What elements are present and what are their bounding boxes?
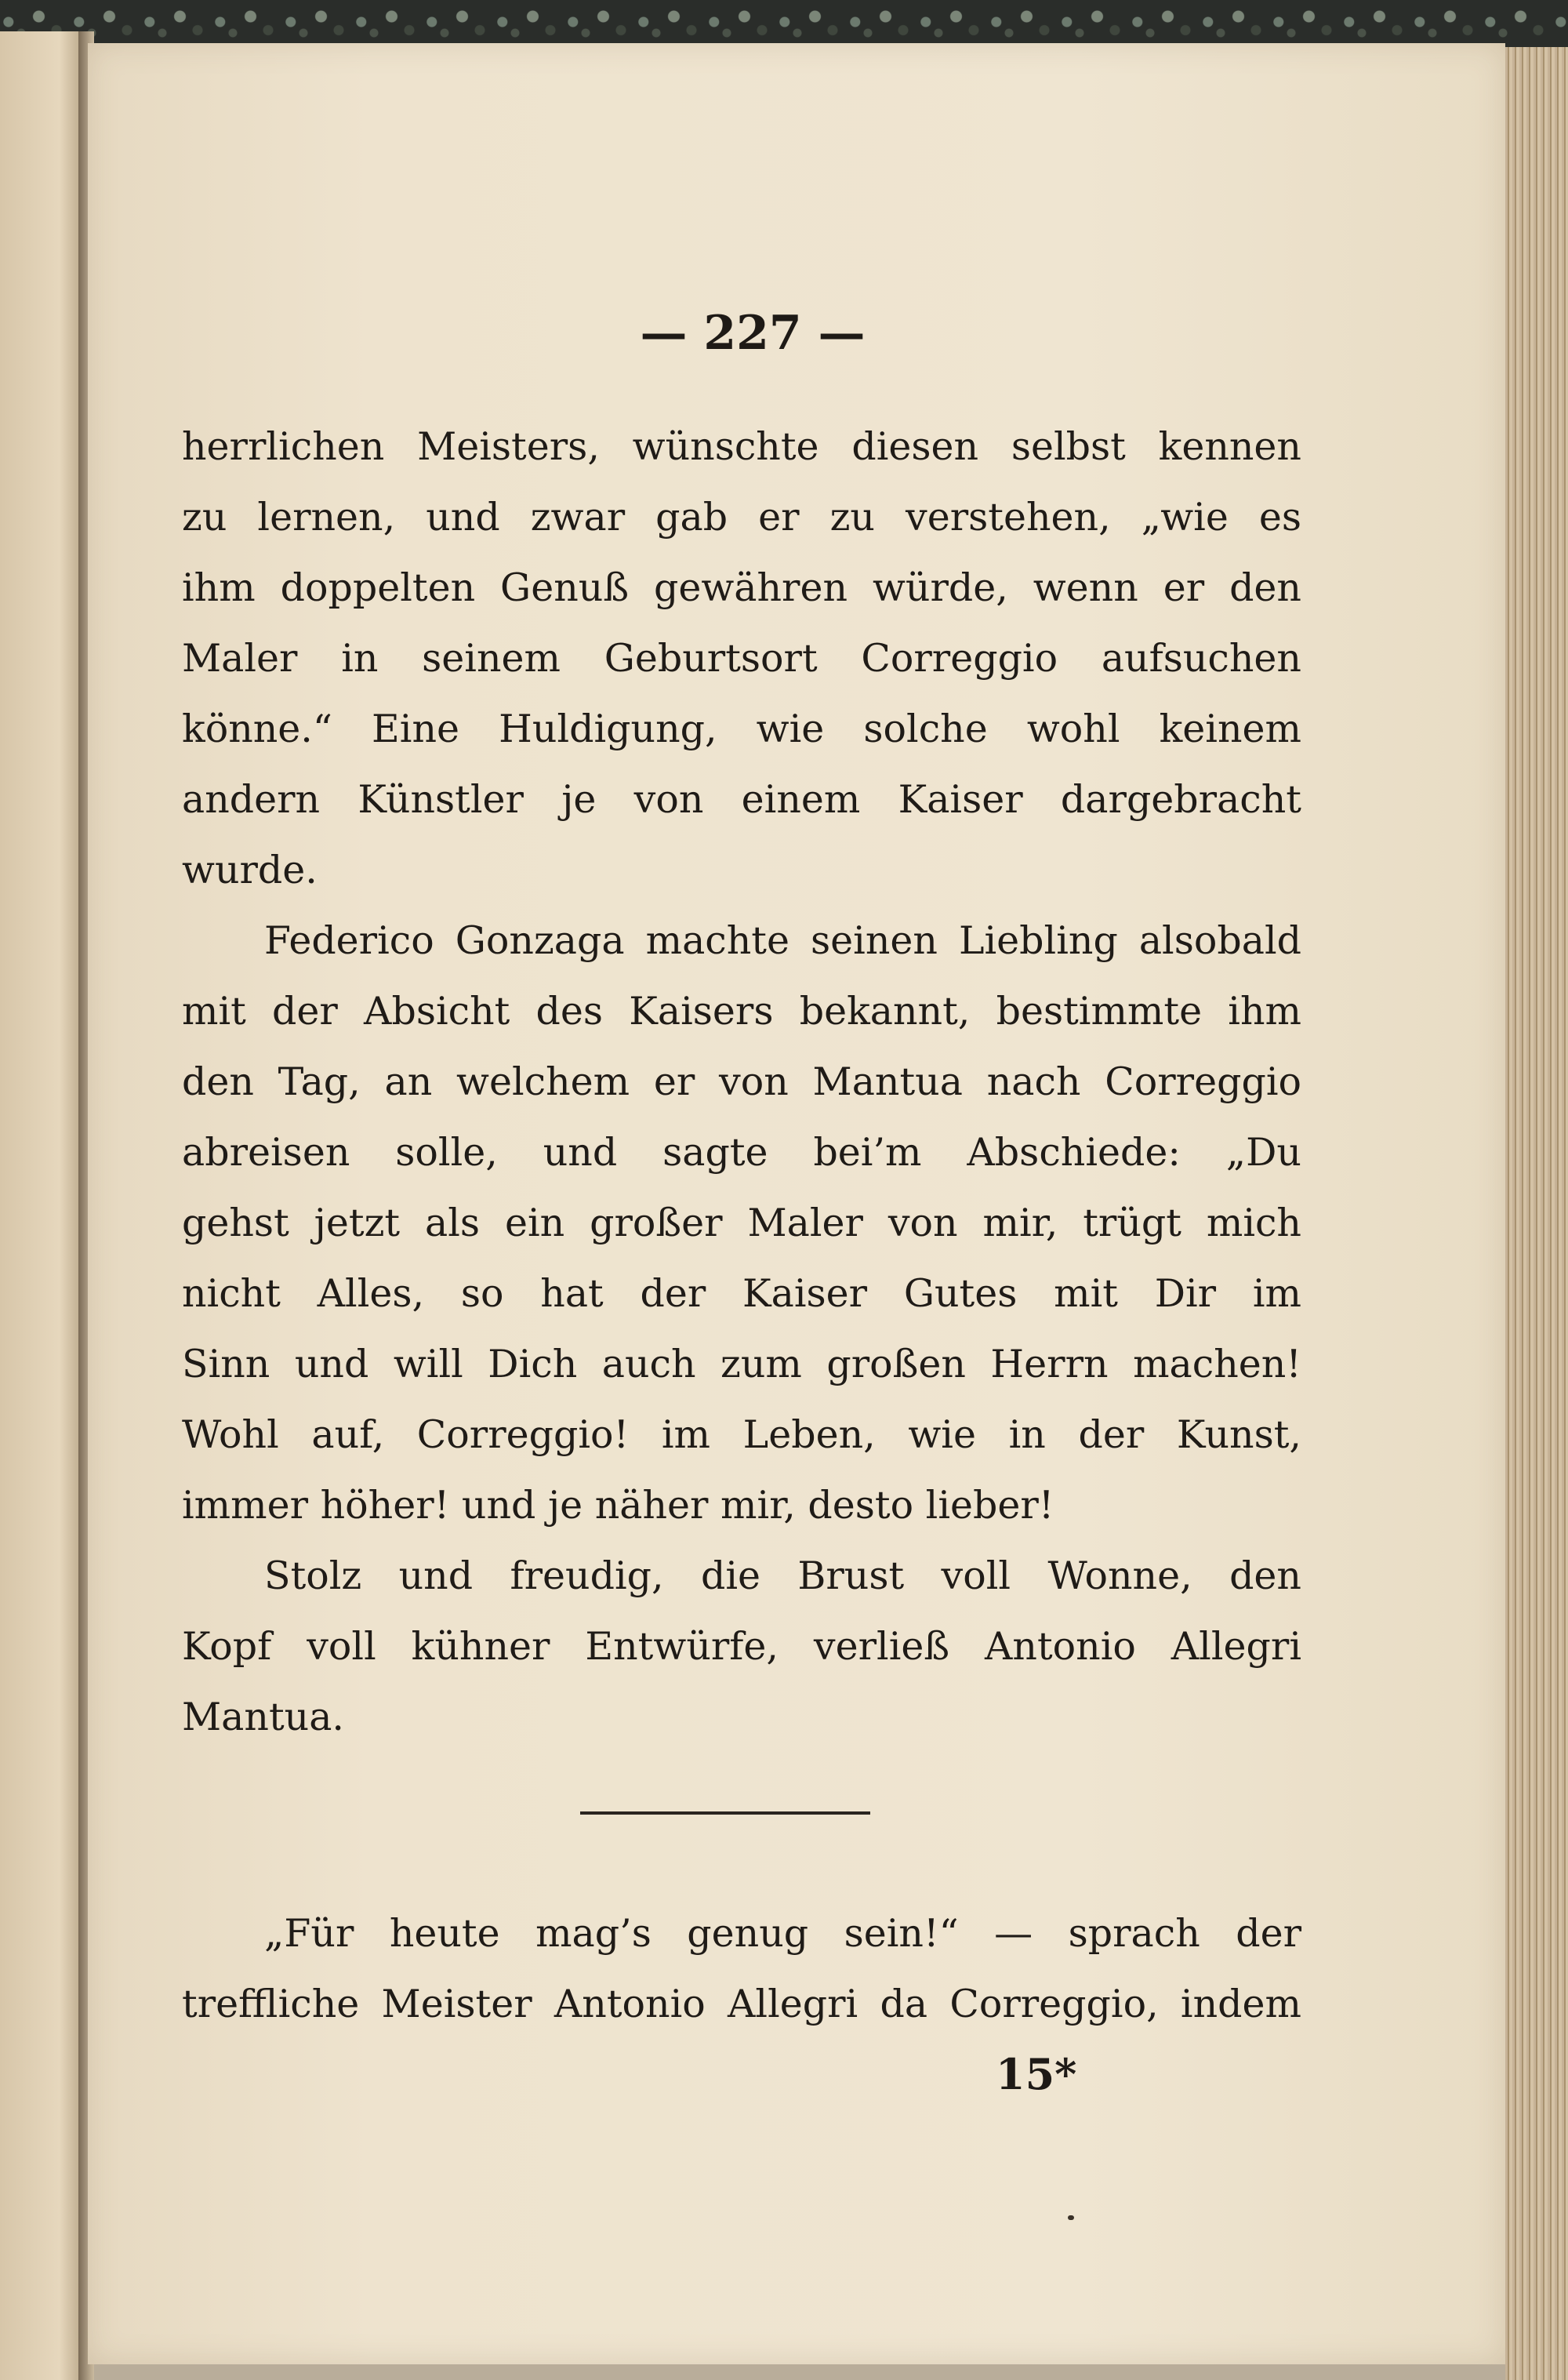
text-line: Maler in seinem Geburtsort Correggio aufsuchen — [182, 636, 1301, 681]
text-line: Mantua. — [182, 1695, 344, 1739]
paragraph-4 — [182, 1899, 1301, 2040]
text-line: wurde. — [182, 848, 318, 892]
text-line: Kopf voll kühner Entwürfe, verließ Antonio Allegri — [182, 1624, 1301, 1669]
text-line: Wohl auf, Correggio! im Leben, wie in der Kunst, — [182, 1412, 1301, 1457]
text-line: könne.“ Eine Huldigung, wie solche wohl keinem — [182, 707, 1301, 751]
text-line: treffliche Meister Antonio Allegri da Correggio, indem — [182, 1982, 1301, 2026]
ink-speck — [1068, 2215, 1074, 2220]
text-line: Sinn und will Dich auch zum großen Herrn machen! — [182, 1342, 1301, 1386]
text-line: nicht Alles, so hat der Kaiser Gutes mit Dir im — [182, 1271, 1301, 1316]
paragraph-2 — [182, 906, 1301, 1541]
text-line: „Für heute mag’s genug sein!“ — sprach der — [264, 1911, 1301, 1956]
text-line: mit der Absicht des Kaisers bekannt, bestimmte ihm — [182, 989, 1301, 1034]
text-line: abreisen solle, und sagte bei’m Abschiede: „Du — [182, 1130, 1301, 1175]
text-line: andern Künstler je von einem Kaiser dargebracht — [182, 777, 1301, 822]
paragraph-1 — [182, 412, 1301, 906]
text-line: zu lernen, und zwar gab er zu verstehen, „wie es — [182, 495, 1301, 540]
text-line: immer höher! und je näher mir, desto lieber! — [182, 1483, 1054, 1528]
text-line: ihm doppelten Genuß gewähren würde, wenn er den — [182, 565, 1301, 610]
body-text — [182, 412, 1301, 1753]
section-divider — [580, 1811, 870, 1815]
page-number: — 227 — — [640, 306, 866, 361]
text-line: herrlichen Meisters, wünschte diesen selbst kennen — [182, 424, 1301, 469]
body-text-continued — [182, 1899, 1301, 2040]
page-edges — [1505, 47, 1568, 2380]
text-line: Stolz und freudig, die Brust voll Wonne, den — [264, 1553, 1301, 1598]
signature-mark: 15* — [996, 2049, 1077, 2099]
text-line: den Tag, an welchem er von Mantua nach Correggio — [182, 1059, 1301, 1104]
paragraph-3 — [182, 1541, 1301, 1753]
facing-page-edge — [0, 31, 85, 2380]
text-line: gehst jetzt als ein großer Maler von mir, trügt mich — [182, 1201, 1301, 1245]
text-line: Federico Gonzaga machte seinen Liebling alsobald — [264, 918, 1301, 963]
